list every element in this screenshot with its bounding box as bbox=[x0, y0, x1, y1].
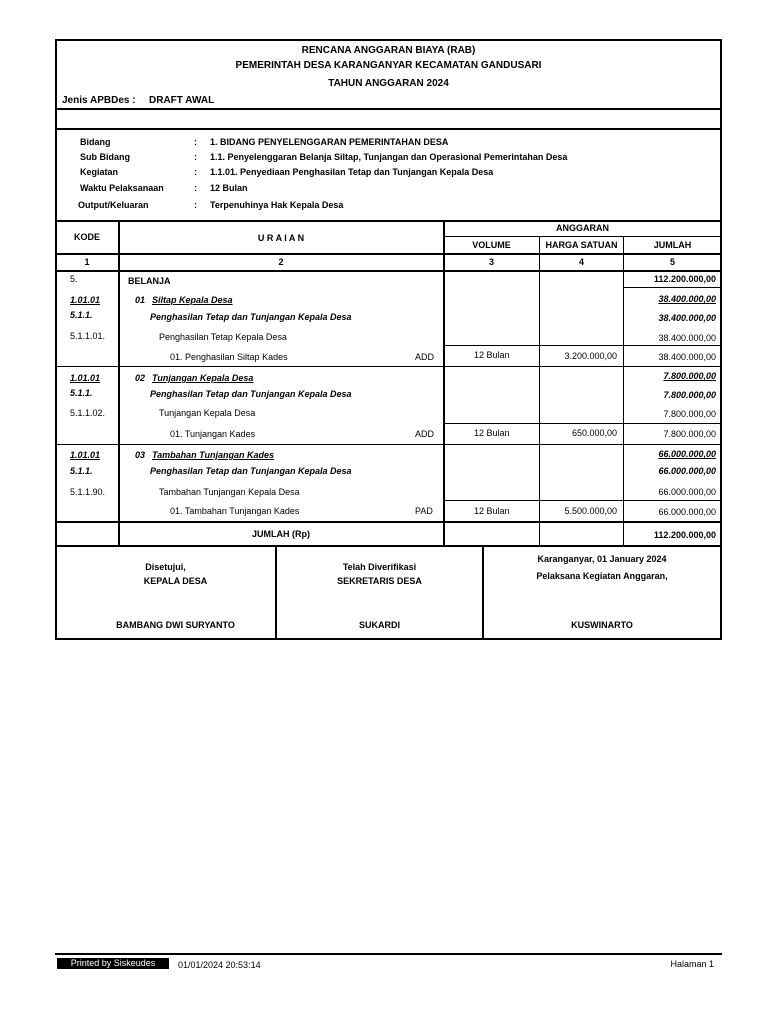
item-harga: 650.000,00 bbox=[571, 428, 617, 438]
item-volume: 12 Bulan bbox=[474, 506, 510, 516]
row-divider bbox=[56, 270, 721, 272]
akun-kode: 5.1.1. bbox=[70, 310, 93, 320]
doc-subtitle: PEMERINTAH DESA KARANGANYAR KECAMATAN GANDUSARI bbox=[235, 60, 542, 71]
info-value-output: Terpenuhinya Hak Kepala Desa bbox=[210, 200, 344, 210]
doc-year: TAHUN ANGGARAN 2024 bbox=[328, 78, 449, 89]
sig3-name: KUSWINARTO bbox=[571, 620, 633, 630]
col-header-harga: HARGA SATUAN bbox=[545, 240, 618, 250]
sig2-name: SUKARDI bbox=[358, 620, 400, 630]
info-value-waktu: 12 Bulan bbox=[210, 183, 248, 193]
item-uraian: 01. Tunjangan Kades bbox=[170, 429, 256, 439]
item-sumber: PAD bbox=[415, 506, 433, 516]
item-jumlah: 66.000.000,00 bbox=[658, 507, 716, 517]
info-sep: : bbox=[194, 167, 197, 177]
col-header-uraian: U R A I A N bbox=[257, 233, 305, 243]
item-volume: 12 Bulan bbox=[474, 350, 510, 360]
row-divider bbox=[56, 366, 721, 367]
info-label-kegiatan: Kegiatan bbox=[80, 167, 119, 177]
obyek-uraian: Tunjangan Kepala Desa bbox=[159, 408, 256, 418]
row-divider bbox=[444, 500, 721, 501]
row-divider bbox=[56, 521, 721, 523]
group-name: Tambahan Tunjangan Kades bbox=[152, 450, 275, 460]
group-jumlah: 38.400.000,00 bbox=[658, 294, 716, 304]
row-divider bbox=[444, 236, 721, 237]
col-number: 2 bbox=[278, 257, 284, 267]
obyek-uraian: Tambahan Tunjangan Kepala Desa bbox=[159, 487, 300, 497]
total-value: 112.200.000,00 bbox=[653, 530, 716, 540]
akun-jumlah: 66.000.000,00 bbox=[658, 466, 716, 476]
col-header-volume: VOLUME bbox=[472, 240, 511, 250]
item-sumber: ADD bbox=[415, 352, 435, 362]
akun-uraian: Penghasilan Tetap dan Tunjangan Kepala Desa bbox=[150, 312, 352, 322]
item-harga: 5.500.000,00 bbox=[564, 506, 617, 516]
sig2-line2: SEKRETARIS DESA bbox=[337, 576, 422, 586]
row-divider bbox=[56, 444, 721, 445]
obyek-jumlah: 66.000.000,00 bbox=[658, 487, 716, 497]
row-divider bbox=[444, 423, 721, 424]
obyek-uraian: Penghasilan Tetap Kepala Desa bbox=[159, 332, 287, 342]
info-value-kegiatan: 1.1.01. Penyediaan Penghasilan Tetap dan Tunjangan Kepala Desa bbox=[210, 167, 494, 177]
obyek-kode: 5.1.1.90. bbox=[70, 487, 106, 497]
sig2-line1: Telah Diverifikasi bbox=[342, 562, 417, 572]
doc-title: RENCANA ANGGARAN BIAYA (RAB) bbox=[301, 45, 476, 56]
jenis-label: Jenis APBDes : bbox=[62, 95, 136, 106]
row-divider bbox=[624, 287, 721, 288]
belanja-jumlah: 112.200.000,00 bbox=[653, 274, 716, 284]
group-num: 03 bbox=[135, 450, 146, 460]
group-kode: 1.01.01 bbox=[70, 450, 101, 460]
sig1-line2: KEPALA DESA bbox=[143, 576, 208, 586]
info-sep: : bbox=[194, 183, 197, 193]
group-num: 02 bbox=[135, 373, 146, 383]
group-kode: 1.01.01 bbox=[70, 295, 101, 305]
akun-jumlah: 7.800.000,00 bbox=[663, 390, 716, 400]
footer-rule bbox=[55, 953, 722, 955]
belanja-kode: 5. bbox=[70, 274, 78, 284]
obyek-jumlah: 38.400.000,00 bbox=[658, 333, 716, 343]
akun-kode: 5.1.1. bbox=[70, 388, 93, 398]
akun-kode: 5.1.1. bbox=[70, 466, 93, 476]
group-name: Tunjangan Kepala Desa bbox=[152, 373, 254, 383]
item-sumber: ADD bbox=[415, 429, 435, 439]
item-volume: 12 Bulan bbox=[474, 428, 510, 438]
jenis-value: DRAFT AWAL bbox=[149, 95, 215, 106]
sig3-line1: Karanganyar, 01 January 2024 bbox=[537, 554, 667, 564]
row-divider bbox=[444, 345, 721, 346]
akun-uraian: Penghasilan Tetap dan Tunjangan Kepala Desa bbox=[150, 466, 352, 476]
item-uraian: 01. Penghasilan Siltap Kades bbox=[170, 352, 288, 362]
info-sep: : bbox=[194, 200, 197, 210]
print-datetime: 01/01/2024 20:53:14 bbox=[178, 960, 261, 970]
printed-by-label: Printed by Siskeudes bbox=[70, 958, 156, 968]
info-label-waktu: Waktu Pelaksanaan bbox=[80, 183, 164, 193]
sig3-line2: Pelaksana Kegiatan Anggaran, bbox=[536, 571, 668, 581]
belanja-uraian: BELANJA bbox=[128, 276, 171, 286]
info-label-output: Output/Keluaran bbox=[78, 200, 149, 210]
item-harga: 3.200.000,00 bbox=[564, 351, 617, 361]
info-label-subbidang: Sub Bidang bbox=[80, 152, 130, 162]
spacer-band bbox=[55, 108, 722, 130]
col-number: 4 bbox=[578, 257, 584, 267]
total-label: JUMLAH (Rp) bbox=[252, 529, 310, 539]
group-jumlah: 7.800.000,00 bbox=[663, 371, 716, 381]
row-divider bbox=[56, 253, 721, 255]
akun-jumlah: 38.400.000,00 bbox=[658, 313, 716, 323]
info-sep: : bbox=[194, 137, 197, 147]
col-header-anggaran: ANGGARAN bbox=[556, 223, 609, 233]
info-value-subbidang: 1.1. Penyelenggaran Belanja Siltap, Tunjangan dan Operasional Pemerintahan Desa bbox=[210, 152, 568, 162]
group-num: 01 bbox=[135, 295, 146, 305]
sig1-line1: Disetujui, bbox=[145, 562, 186, 572]
item-uraian: 01. Tambahan Tunjangan Kades bbox=[170, 506, 300, 516]
info-label-bidang: Bidang bbox=[80, 137, 111, 147]
item-jumlah: 38.400.000,00 bbox=[658, 352, 716, 362]
col-header-kode: KODE bbox=[73, 232, 100, 242]
sig1-name: BAMBANG DWI SURYANTO bbox=[116, 620, 235, 630]
col-header-jumlah: JUMLAH bbox=[653, 240, 692, 250]
printed-by-badge bbox=[57, 958, 169, 969]
obyek-kode: 5.1.1.02. bbox=[70, 408, 106, 418]
page-number: Halaman 1 bbox=[670, 959, 714, 969]
group-name: Siltap Kepala Desa bbox=[152, 295, 233, 305]
col-number: 5 bbox=[669, 257, 675, 267]
obyek-jumlah: 7.800.000,00 bbox=[663, 409, 716, 419]
akun-uraian: Penghasilan Tetap dan Tunjangan Kepala Desa bbox=[150, 389, 352, 399]
col-number: 1 bbox=[84, 257, 90, 267]
info-sep: : bbox=[194, 152, 197, 162]
item-jumlah: 7.800.000,00 bbox=[663, 429, 716, 439]
obyek-kode: 5.1.1.01. bbox=[70, 331, 106, 341]
group-kode: 1.01.01 bbox=[70, 373, 101, 383]
group-jumlah: 66.000.000,00 bbox=[658, 449, 716, 459]
info-value-bidang: 1. BIDANG PENYELENGGARAN PEMERINTAHAN DESA bbox=[210, 137, 449, 147]
col-number: 3 bbox=[488, 257, 494, 267]
